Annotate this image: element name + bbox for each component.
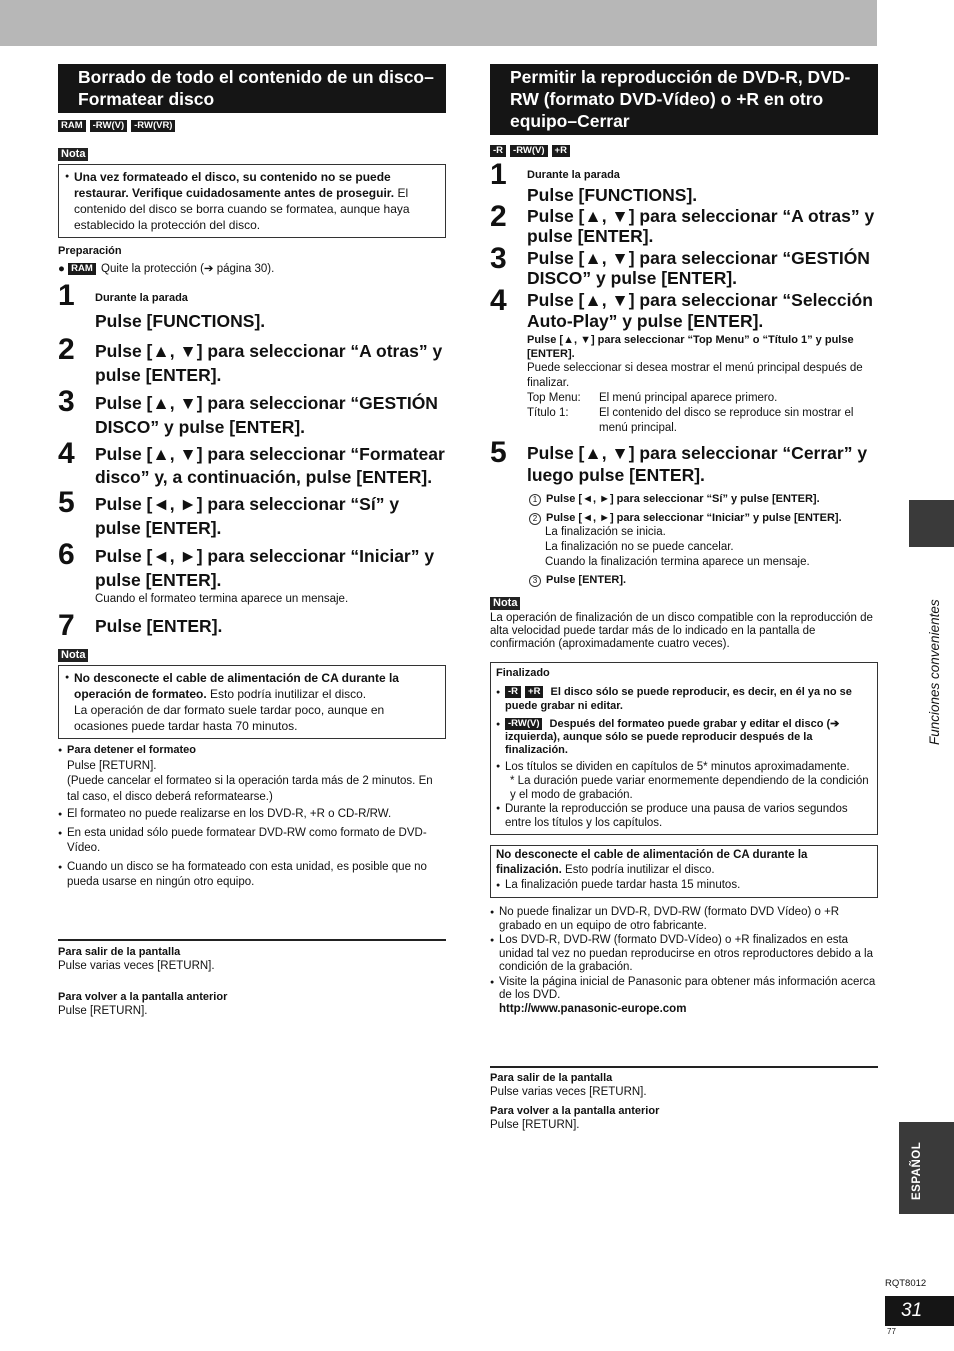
top-menu-row bbox=[527, 391, 878, 406]
nota-label: Nota bbox=[58, 148, 88, 161]
disc-tag: -RW(VR) bbox=[131, 120, 175, 132]
nota-bold: Una vez formateado el disco, su contenido no se puede restaurar. Verifique cuidadosamente antes de proseguir. bbox=[74, 170, 395, 200]
term-text: El menú principal aparece primero. bbox=[599, 392, 778, 404]
step-text: Pulse [FUNCTIONS]. bbox=[95, 311, 266, 331]
warning-bold: No desconecte el cable de alimentación de CA durante la finalización. bbox=[496, 849, 808, 876]
top-banner bbox=[0, 0, 877, 46]
step-note: Puede seleccionar si desea mostrar el menú principal después de finalizar. bbox=[527, 362, 863, 389]
substep-note: La finalización no se puede cancelar. bbox=[545, 541, 734, 553]
finalizado-item: ● Los títulos se dividen en capítulos de 5* minutos aproximadamente. bbox=[496, 760, 873, 774]
finalizado-item bbox=[496, 686, 873, 713]
nota-bold: No desconecte el cable de alimentación de CA durante la operación de formateo. bbox=[74, 671, 399, 701]
step-number: 4 bbox=[490, 284, 507, 317]
substep-note: La finalización se inicia. bbox=[545, 526, 666, 538]
disc-tag: -R bbox=[505, 686, 521, 698]
list-item: ● Visite la página inicial de Panasonic para obtener más información acerca de los DVD. bbox=[490, 976, 878, 1003]
disc-tag: -RW(V) bbox=[510, 145, 547, 157]
nota-label: Nota bbox=[490, 597, 520, 610]
finalizado-item bbox=[496, 718, 873, 757]
finalizado-text: Después del formateo puede grabar y editar el disco (➔ izquierda), aunque sólo se puede reproducir después de la finalización. bbox=[505, 718, 840, 756]
language-label: ESPAÑOL bbox=[911, 1141, 923, 1200]
circled-number: 3 bbox=[529, 575, 541, 587]
step-2 bbox=[58, 333, 446, 387]
disc-tag: +R bbox=[552, 145, 570, 157]
substep-note: Cuando la finalización termina aparece un mensaje. bbox=[545, 556, 810, 568]
substep-2 bbox=[529, 511, 878, 525]
right-column bbox=[490, 64, 878, 1016]
substep-text: Pulse [ENTER]. bbox=[546, 574, 627, 586]
back-title: Para volver a la pantalla anterior bbox=[58, 991, 228, 1003]
step-text: Pulse [▲, ▼] para seleccionar “A otras” y pulse [ENTER]. bbox=[95, 341, 443, 385]
stop-line: (Puede cancelar el formateo si la operación tarda más de 2 minutos. En tal caso, el disco deberá reformatearse.) bbox=[67, 775, 433, 803]
list-item: ● Los DVD-R, DVD-RW (formato DVD-Vídeo) o +R finalizados en esta unidad tal vez no puedan reproducirse en otros reproductores debido a la condición de la grabación. bbox=[490, 934, 878, 975]
step-text: Pulse [▲, ▼] para seleccionar “Cerrar” y luego pulse [ENTER]. bbox=[527, 443, 868, 485]
side-section-label: Funciones convenientes bbox=[927, 599, 942, 745]
left-column bbox=[58, 64, 446, 891]
step-text: Pulse [▲, ▼] para seleccionar “GESTIÓN DISCO” y pulse [ENTER]. bbox=[95, 393, 438, 437]
disc-tags bbox=[58, 118, 446, 132]
step-text: Pulse [ENTER]. bbox=[95, 616, 223, 636]
finalizado-box bbox=[490, 662, 878, 835]
step-4 bbox=[490, 284, 878, 436]
warning-item: ● La finalización puede tardar hasta 15 minutos. bbox=[496, 878, 873, 893]
panasonic-link[interactable]: http://www.panasonic-europe.com bbox=[499, 1002, 687, 1015]
back-text: Pulse [RETURN]. bbox=[490, 1119, 580, 1131]
list-item: ● El formateo no puede realizarse en los DVD-R, +R o CD-R/RW. bbox=[58, 807, 446, 823]
step-text: Pulse [▲, ▼] para seleccionar “A otras” y pulse [ENTER]. bbox=[527, 206, 875, 246]
term-text: El contenido del disco se reproduce sin mostrar el menú principal. bbox=[599, 407, 854, 434]
nota-label: Nota bbox=[58, 649, 88, 662]
page-number: 31 bbox=[901, 1300, 923, 1321]
step-number: 5 bbox=[58, 486, 75, 519]
warning-text: Esto podría inutilizar el disco. bbox=[561, 864, 715, 876]
step-sub: Pulse [▲, ▼] para seleccionar “Top Menu” o “Título 1” y pulse [ENTER]. bbox=[527, 334, 854, 360]
term-label: Top Menu: bbox=[527, 392, 581, 404]
step-6 bbox=[58, 538, 446, 607]
disc-tag: -RW(V) bbox=[505, 718, 542, 730]
disc-tag: RAM bbox=[58, 120, 86, 132]
list-item: ● En esta unidad sólo puede formatear DVD-RW como formato de DVD-Vídeo. bbox=[58, 826, 446, 857]
nota-text: La operación de dar formato suele tardar poco, aunque en ocasiones puede tardar hasta 70 minutos. bbox=[74, 703, 385, 733]
nota-text: Esto podría inutilizar el disco. bbox=[206, 687, 367, 701]
exit-text: Pulse varias veces [RETURN]. bbox=[490, 1086, 647, 1098]
prep-text: Quite la protección (➔ página 30). bbox=[101, 263, 275, 275]
exit-text: Pulse varias veces [RETURN]. bbox=[58, 960, 215, 972]
substep-text: Pulse [◄, ►] para seleccionar “Sí” y pulse [ENTER]. bbox=[546, 493, 820, 505]
step-text: Pulse [◄, ►] para seleccionar “Sí” y pulse [ENTER]. bbox=[95, 494, 400, 538]
disc-tag: -R bbox=[490, 145, 506, 157]
step-number: 1 bbox=[58, 279, 75, 312]
circled-number: 1 bbox=[529, 494, 541, 506]
prep-title: Preparación bbox=[58, 245, 122, 257]
back-text: Pulse [RETURN]. bbox=[58, 1005, 148, 1017]
stop-line: Pulse [RETURN]. bbox=[67, 759, 157, 772]
side-section-tab bbox=[909, 500, 954, 547]
substep-text: Pulse [◄, ►] para seleccionar “Iniciar” y pulse [ENTER]. bbox=[546, 512, 842, 524]
disc-tag: RAM bbox=[68, 263, 96, 275]
small-number: 77 bbox=[887, 1327, 896, 1336]
finalizado-title: Finalizado bbox=[496, 667, 550, 679]
list-item: ● Cuando un disco se ha formateado con esta unidad, es posible que no pueda usarse en ningún otro equipo. bbox=[58, 860, 446, 891]
step-note: Cuando el formateo termina aparece un mensaje. bbox=[95, 593, 349, 605]
disc-tags bbox=[490, 143, 878, 157]
step-number: 1 bbox=[490, 158, 507, 191]
step-2 bbox=[490, 200, 878, 246]
step-number: 3 bbox=[58, 385, 75, 418]
step-number: 7 bbox=[58, 609, 75, 642]
step-number: 4 bbox=[58, 437, 75, 470]
step-text: Pulse [FUNCTIONS]. bbox=[527, 185, 698, 205]
finalizado-text: El disco sólo se puede reproducir, es decir, en él ya no se puede grabar ni editar. bbox=[505, 686, 852, 712]
step-number: 5 bbox=[490, 436, 507, 469]
page-number-box bbox=[885, 1296, 954, 1326]
warning-box bbox=[490, 845, 878, 898]
step-text: Pulse [▲, ▼] para seleccionar “GESTIÓN DISCO” y pulse [ENTER]. bbox=[527, 248, 870, 288]
step-text: Pulse [◄, ►] para seleccionar “Iniciar” y pulse [ENTER]. bbox=[95, 546, 435, 590]
nota-box bbox=[58, 665, 446, 739]
nota-text: El contenido del disco se borra cuando se formatea, aunque haya establecido la protección del disco. bbox=[74, 186, 410, 232]
step-number: 3 bbox=[490, 242, 507, 275]
section-title-formatear: Borrado de todo el contenido de un disco–Formatear disco bbox=[58, 64, 446, 113]
exit-title: Para salir de la pantalla bbox=[58, 946, 181, 958]
finalizado-item: ● Durante la reproducción se produce una pausa de varios segundos entre los títulos y los capítulos. bbox=[496, 802, 873, 830]
circled-number: 2 bbox=[529, 513, 541, 525]
left-footer bbox=[58, 939, 446, 1019]
nota-box bbox=[58, 164, 446, 238]
step-4 bbox=[58, 437, 446, 488]
step-3 bbox=[490, 242, 878, 288]
list-item: ● No puede finalizar un DVD-R, DVD-RW (formato DVD Vídeo) o +R grabado en un equipo de otro fabricante. bbox=[490, 906, 878, 933]
section-title-cerrar: Permitir la reproducción de DVD-R, DVD-RW (formato DVD-Vídeo) o +R en otro equipo–Cerrar bbox=[490, 64, 878, 135]
step-sub: Durante la parada bbox=[95, 292, 188, 304]
step-sub: Durante la parada bbox=[527, 169, 620, 181]
step-number: 2 bbox=[490, 200, 507, 233]
disc-tag: -RW(V) bbox=[90, 120, 127, 132]
stop-title: ● Para detener el formateo bbox=[58, 743, 446, 759]
step-7 bbox=[58, 609, 446, 642]
back-title: Para volver a la pantalla anterior bbox=[490, 1105, 660, 1117]
stop-block bbox=[58, 743, 446, 891]
substep-1 bbox=[529, 492, 878, 506]
step-text: Pulse [▲, ▼] para seleccionar “Formatear disco” y, a continuación, pulse [ENTER]. bbox=[95, 444, 445, 487]
side-section-label-wrap bbox=[903, 560, 942, 750]
step-number: 2 bbox=[58, 333, 75, 366]
right-bullets bbox=[490, 906, 878, 1016]
step-5 bbox=[490, 436, 878, 587]
doc-code: RQT8012 bbox=[885, 1278, 927, 1289]
disc-tag: +R bbox=[525, 686, 543, 698]
prep-line: ● RAM Quite la protección (➔ página 30). bbox=[58, 262, 275, 275]
right-footer bbox=[490, 1066, 878, 1133]
nota-text: La operación de finalización de un disco compatible con la reproducción de alta velocidad puede tardar más de lo indicado en la pantalla de confirmación (aproximadamente cuatro veces). bbox=[490, 612, 873, 650]
step-1 bbox=[490, 158, 878, 206]
exit-title: Para salir de la pantalla bbox=[490, 1072, 613, 1084]
substep-3 bbox=[529, 573, 878, 587]
language-tab bbox=[899, 1122, 954, 1214]
step-5 bbox=[58, 486, 446, 540]
titulo-row bbox=[527, 406, 878, 436]
finalizado-note: * La duración puede variar enormemente dependiendo de la condición y el modo de grabación. bbox=[510, 775, 869, 801]
step-3 bbox=[58, 385, 446, 439]
step-number: 6 bbox=[58, 538, 75, 571]
term-label: Título 1: bbox=[527, 407, 569, 419]
step-1 bbox=[58, 279, 446, 332]
step-text: Pulse [▲, ▼] para seleccionar “Selección Auto-Play” y pulse [ENTER]. bbox=[527, 290, 873, 331]
